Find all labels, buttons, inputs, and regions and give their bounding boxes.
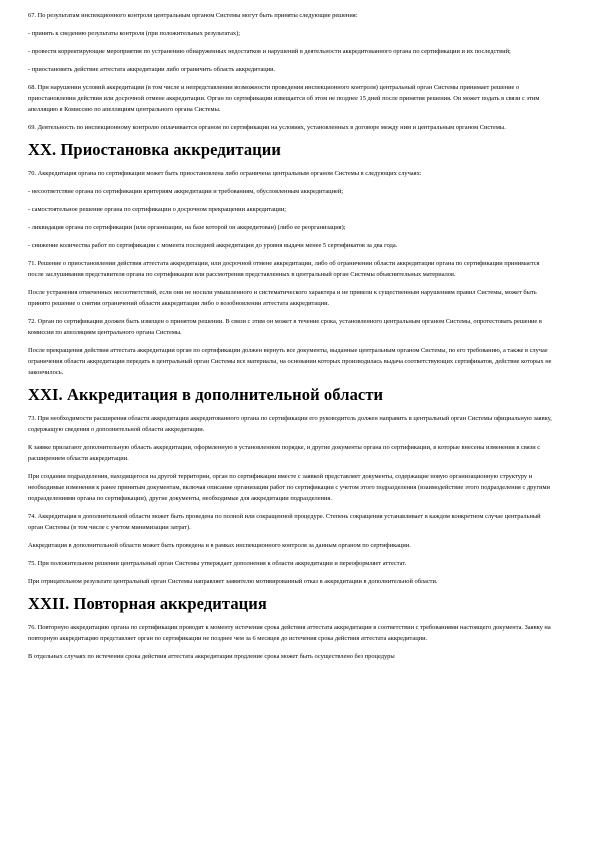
list-item: - снижение количества работ по сертификации с момента последней аккредитации до уровня выдачи менее 5 сертификатов за два года. [28, 242, 398, 249]
paragraph: В отдельных случаях по истечении срока действия аттестата аккредитации продление срока может быть осуществлено без процедуры [28, 653, 395, 660]
paragraph-67: 67. По результатам инспекционного контроля центральным органом Системы могут быть приняты следующие решения: [28, 12, 358, 19]
paragraph-69: 69. Деятельность по инспекционному контролю оплачивается органом по сертификации на условиях, установленных в договоре между ним и центральным органом Системы. [28, 124, 506, 131]
list-item: - принять к сведению результаты контроля (при положительных результатах); [28, 30, 241, 37]
paragraph-75: 75. При положительном решении центральный орган Системы утверждает дополнения к области аккредитации и переоформляет аттестат. [28, 560, 407, 567]
paragraph-73: 73. При необходимости расширения области аккредитации аккредитованного органа по сертификации его руководитель должен направить в центральный орган Системы официальную заявку, содержащую сведения о дополнительной области аккредитации. [28, 415, 552, 433]
section-heading-xxii: XXII. Повторная аккредитация [28, 594, 267, 613]
paragraph-70: 70. Аккредитация органа по сертификации может быть приостановлена либо ограничена центральным органом Системы в следующих случаях: [28, 170, 422, 177]
paragraph-68: 68. При нарушении условий аккредитации (в том числе и непредставлении возможности проведения инспекционного контроля) центральный орган Системы принимает решение о приостановлении действия или досрочной отмене аккредитации. Орган по сертификации извещается об этом не позднее 15 дней после принятия решения. Он может подать в связи с этим апелляцию в Комиссию по апелляциям центрального органа Системы. [28, 84, 540, 113]
section-heading-xxi: XXI. Аккредитация в дополнительной области [28, 385, 384, 404]
paragraph: При создании подразделения, находящегося на другой территории, орган по сертификации вместе с заявкой представляет документы, содержащие новую организационную структуру и необходимые изменения к ранее принятым документам, включая описание организации работ по сертификации с учетом этого подразделения (взаимодействие этого подразделения с другими подразделениями органа по сертификации), другие документы, необходимые для аккредитации подразделения. [28, 473, 550, 502]
list-item: - провести корректирующие мероприятия по устранению обнаруженных недостатков и нарушений в деятельности аккредитованного органа по сертификации и их последствий; [28, 48, 511, 55]
section-heading-xx: XX. Приостановка аккредитации [28, 140, 281, 159]
paragraph-74: 74. Аккредитация в дополнительной области может быть проведена по полной или сокращенной процедуре. Степень сокращения устанавливает в каждом конкретном случае центральный орган Системы (в том числе с учетом минимизации затрат). [28, 513, 541, 531]
paragraph: При отрицательном результате центральный орган Системы направляет заявителю мотивированный отказ в аккредитации в дополнительной области. [28, 578, 438, 585]
list-item: - самостоятельное решение органа по сертификации о досрочном прекращении аккредитации; [28, 206, 287, 213]
paragraph: Аккредитация в дополнительной области может быть проведена и в рамках инспекционного контроля за данным органом по сертификации. [28, 542, 411, 549]
paragraph: После устранения отмеченных несоответствий, если они не носили умышленного и систематического характера и не привели к существенным нарушениям правил Системы, может быть принято решение о снятии ограничений области аккредитации либо о возобновлении аттестата аккредитации. [28, 289, 537, 307]
list-item: - приостановить действие аттестата аккредитации либо ограничить область аккредитации. [28, 66, 276, 73]
paragraph: После прекращения действия аттестата аккредитации орган по сертификации должен вернуть все документы, выданные центральным органом Системы, по его требованию, а также в случае ограничения области аккредитации передать в центральный орган Системы все материалы, на основании которых производилась выдача соответствующих сертификатов, действие которых не закончилось. [28, 347, 552, 376]
list-item: - ликвидация органа по сертификации (или организации, на базе которой он аккредитован) (либо ее реорганизация); [28, 224, 346, 231]
paragraph-71: 71. Решение о приостановлении действия аттестата аккредитации, или досрочной отмене аккредитации, либо об ограничении области аккредитации органа по сертификации принимается после заслушивания представителя органа по сертификации или рассмотрения представленных в центральный орган Системы объяснительных материалов. [28, 260, 540, 278]
paragraph-72: 72. Орган по сертификации должен быть извещен о принятом решении. В связи с этим он может в течение срока, установленного центральным органом Системы, опротестовать решение в комиссии по апелляциям центрального органа Системы. [28, 318, 542, 336]
paragraph-76: 76. Повторную аккредитацию органа по сертификации проводят к моменту истечения срока действия аттестата аккредитации в соответствии с требованиями настоящего документа. Заявку на повторную аккредитацию представляет орган по сертификации не позднее чем за 6 месяцев до истечения срока действия аттестата аккредитации. [28, 624, 551, 642]
paragraph: К заявке прилагают дополнительную область аккредитации, оформленную в установленном порядке, и другие документы органа по сертификации, в которые внесены изменения в связи с расширением области аккредитации. [28, 444, 541, 462]
list-item: - несоответствие органа по сертификации критериям аккредитации и требованиям, обусловленным аккредитацией; [28, 188, 344, 195]
